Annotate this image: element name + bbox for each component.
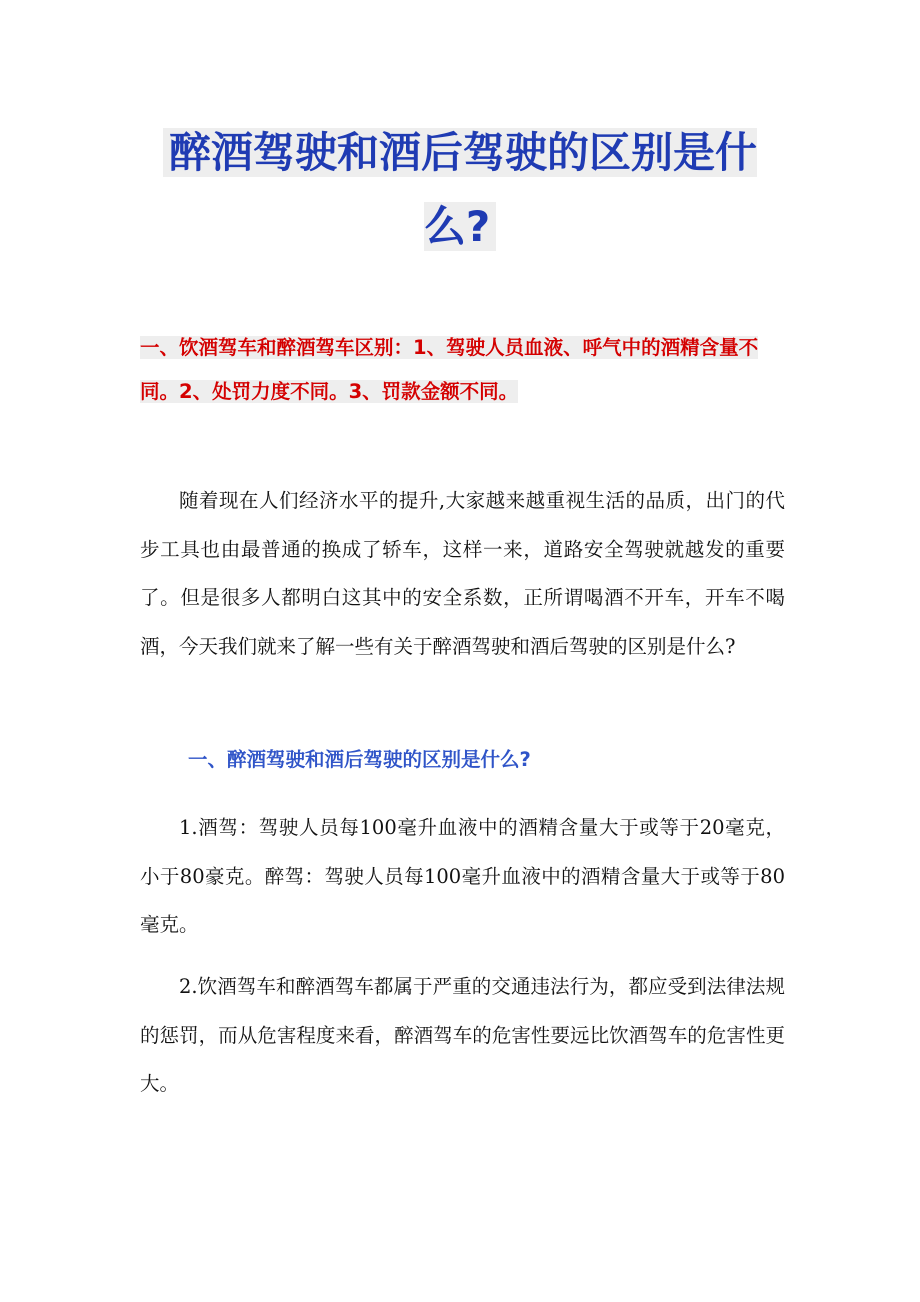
summary-text: 一、饮酒驾车和醉酒驾车区别：1、驾驶人员血液、呼气中的酒精含量不同。2、处罚力度不同。3、罚款金额不同。	[140, 336, 759, 403]
page-title-text: 醉酒驾驶和酒后驾驶的区别是什么?	[163, 128, 757, 251]
point-1-paragraph: 1.酒驾：驾驶人员每100毫升血液中的酒精含量大于或等于20毫克，小于80豪克。醉驾：驾驶人员每100毫升血液中的酒精含量大于或等于80毫克。	[140, 816, 785, 936]
intro-paragraph: 随着现在人们经济水平的提升,大家越来越重视生活的品质，出门的代步工具也由最普通的换成了轿车，这样一来，道路安全驾驶就越发的重要了。但是很多人都明白这其中的安全系数，正所谓喝酒不开车，开车不喝酒，今天我们就来了解一些有关于醉酒驾驶和酒后驾驶的区别是什么?	[140, 489, 785, 658]
section-heading: 一、醉酒驾驶和酒后驾驶的区别是什么?	[188, 748, 531, 771]
page-title	[140, 116, 780, 264]
point-2-paragraph: 2.饮酒驾车和醉酒驾车都属于严重的交通违法行为，都应受到法律法规的惩罚，而从危害程度来看，醉酒驾车的危害性要远比饮酒驾车的危害性更大。	[140, 975, 785, 1095]
summary-paragraph	[140, 326, 785, 414]
